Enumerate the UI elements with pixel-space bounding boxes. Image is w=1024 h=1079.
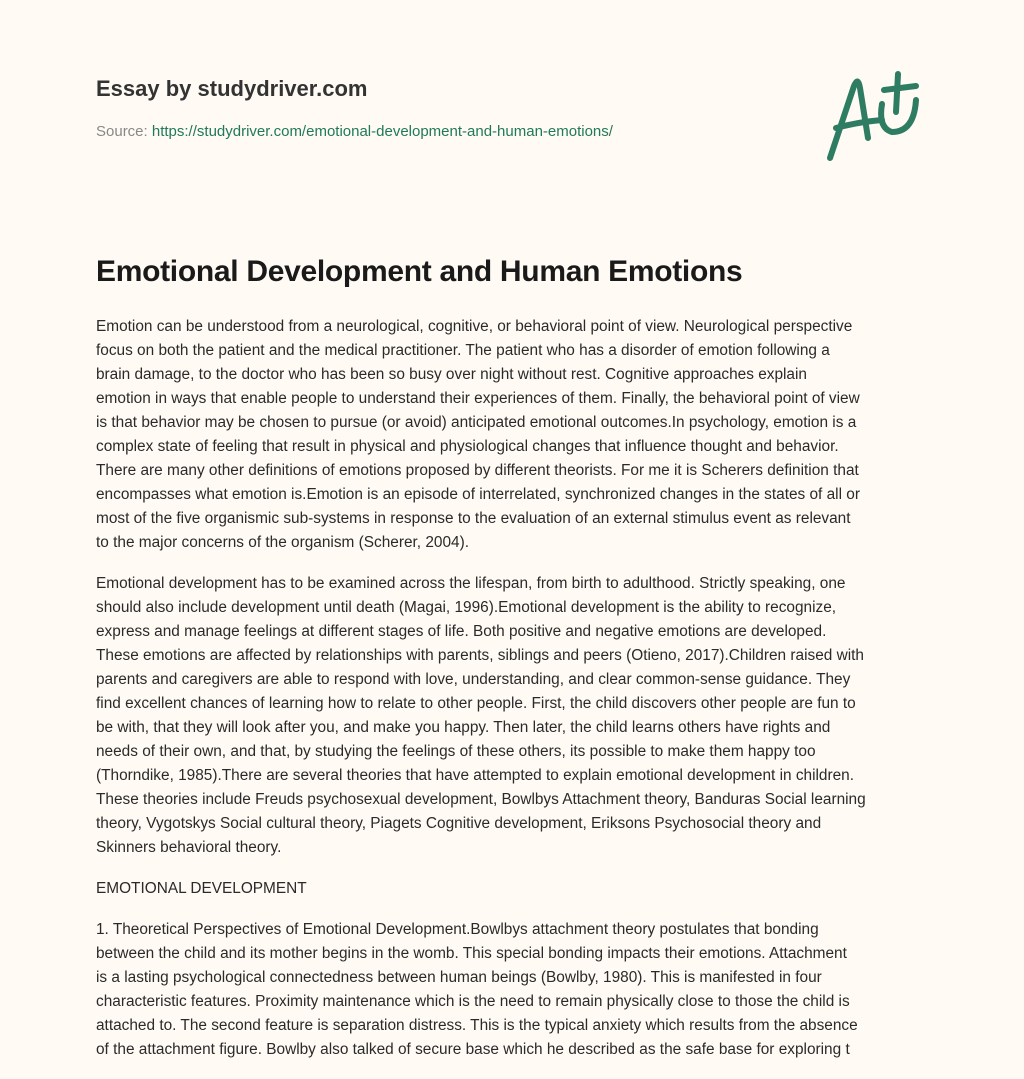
paragraph-line: These theories include Freuds psychosexual development, Bowlbys Attachment theory, Banduras Social learning xyxy=(96,791,866,808)
paragraph xyxy=(96,315,956,555)
paragraph-line: complex state of feeling that result in physical and physiological changes that influence thought and behavior. xyxy=(96,438,839,455)
essay-title: Emotional Development and Human Emotions xyxy=(96,255,743,288)
paragraph-line: express and manage feelings at different stages of life. Both positive and negative emotions are developed. xyxy=(96,623,827,640)
paragraph-line: needs of their own, and that, by studying the feelings of these others, its possible to make them happy too xyxy=(96,743,816,760)
paragraph-line: to the major concerns of the organism (Scherer, 2004). xyxy=(96,534,469,551)
paragraph-line: There are many other definitions of emotions proposed by different theorists. For me it is Scherers definition that xyxy=(96,462,859,479)
paragraph-line: should also include development until death (Magai, 1996).Emotional development is the ability to recognize, xyxy=(96,599,837,616)
paragraph-line: These emotions are affected by relationships with parents, siblings and peers (Otieno, 2017).Children raised with xyxy=(96,647,864,664)
paragraph-line: be with, that they will look after you, and make you happy. Then later, the child learns others have rights and xyxy=(96,719,831,736)
paragraph-line: between the child and its mother begins in the womb. This special bonding impacts their emotions. Attachment xyxy=(96,945,847,962)
site-brand: Essay by studydriver.com xyxy=(96,76,368,101)
paragraph-line: brain damage, to the doctor who has been so busy over night without rest. Cognitive approaches explain xyxy=(96,366,807,383)
paragraph-line: encompasses what emotion is.Emotion is an episode of interrelated, synchronized changes in the states of all or xyxy=(96,486,860,503)
paragraph-line: focus on both the patient and the medical practitioner. The patient who has a disorder of emotion following a xyxy=(96,342,830,359)
paragraph-line: most of the five organismic sub-systems in response to the evaluation of an external stimulus event as relevant xyxy=(96,510,851,527)
paragraph-line: 1. Theoretical Perspectives of Emotional Development.Bowlbys attachment theory postulates that bonding xyxy=(96,921,819,938)
paragraph-line: find excellent chances of learning how to relate to other people. First, the child discovers other people are fun to xyxy=(96,695,856,712)
paragraph-line: Emotion can be understood from a neurological, cognitive, or behavioral point of view. Neurological perspective xyxy=(96,318,853,335)
paragraph-line: characteristic features. Proximity maintenance which is the need to remain physically close to those the child is xyxy=(96,993,850,1010)
paragraph-line: is a lasting psychological connectedness between human beings (Bowlby, 1980). This is manifested in four xyxy=(96,969,822,986)
source-label: Source: xyxy=(96,123,148,140)
a-plus-logo-icon xyxy=(820,68,930,164)
paragraph-line: Skinners behavioral theory. xyxy=(96,839,282,856)
paragraph-line: (Thorndike, 1985).There are several theories that have attempted to explain emotional development in children. xyxy=(96,767,854,784)
paragraph-line: is that behavior may be chosen to pursue (or avoid) anticipated emotional outcomes.In psychology, emotion is a xyxy=(96,414,857,431)
section-heading: EMOTIONAL DEVELOPMENT xyxy=(96,880,307,897)
paragraph xyxy=(96,572,956,860)
paragraph xyxy=(96,918,956,1062)
source-line xyxy=(96,123,613,140)
essay-body xyxy=(96,315,956,1079)
paragraph-line: Emotional development has to be examined across the lifespan, from birth to adulthood. Strictly speaking, one xyxy=(96,575,846,592)
source-link[interactable]: https://studydriver.com/emotional-development-and-human-emotions/ xyxy=(151,123,613,140)
paragraph-line: of the attachment figure. Bowlby also talked of secure base which he described as the safe base for exploring t xyxy=(96,1041,850,1058)
paragraph-line: theory, Vygotskys Social cultural theory, Piagets Cognitive development, Eriksons Psychosocial theory and xyxy=(96,815,822,832)
paragraph-line: parents and caregivers are able to respond with love, understanding, and clear common-sense guidance. They xyxy=(96,671,851,688)
paragraph-line: attached to. The second feature is separation distress. This is the typical anxiety which results from the absence xyxy=(96,1017,858,1034)
paragraph-line: emotion in ways that enable people to understand their experiences of them. Finally, the behavioral point of view xyxy=(96,390,860,407)
